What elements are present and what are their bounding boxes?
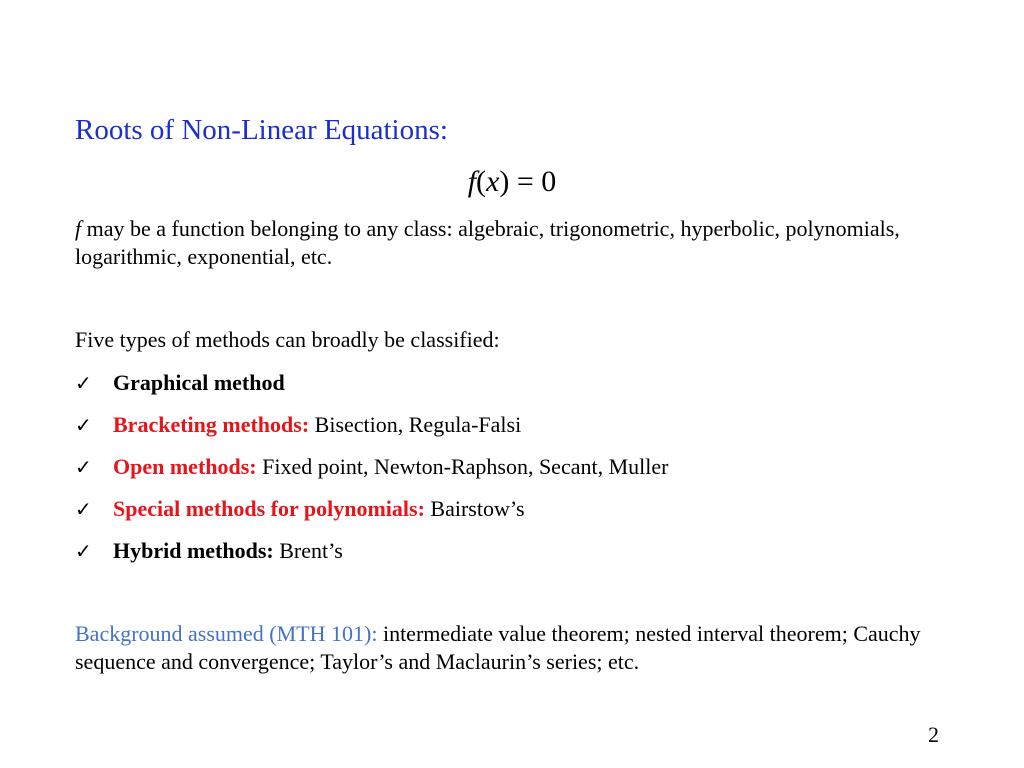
equation-close-paren: ) [499, 165, 510, 198]
intro-symbol: f [75, 216, 82, 241]
classify-text: Five types of methods can broadly be classified: [75, 327, 500, 352]
intro-text: may be a function belonging to any class: algebraic, trigonometric, hyperbolic, polynomials, logarithmic, exponential, etc. [75, 216, 900, 269]
check-icon: ✓ [75, 497, 92, 521]
list-item [75, 449, 668, 491]
method-detail: Brent’s [273, 538, 343, 563]
equation-open-paren: ( [476, 165, 487, 198]
method-name: Bracketing methods: [113, 412, 310, 437]
method-name: Hybrid methods: [113, 538, 274, 563]
methods-list [75, 365, 668, 575]
page-number: 2 [928, 722, 939, 747]
check-icon: ✓ [75, 413, 92, 437]
method-detail: Fixed point, Newton-Raphson, Secant, Muller [256, 454, 669, 479]
method-name: Special methods for polynomials: [113, 496, 425, 521]
method-detail: Bisection, Regula-Falsi [309, 412, 522, 437]
check-icon: ✓ [75, 371, 92, 395]
equation-variable: x [486, 165, 500, 198]
check-icon: ✓ [75, 455, 92, 479]
background-label: Background assumed (MTH 101): [75, 621, 378, 646]
slide-title: Roots of Non-Linear Equations: [75, 114, 448, 146]
equation-rhs: = 0 [509, 165, 557, 198]
method-name: Graphical method [113, 370, 285, 395]
equation-function: f [467, 165, 477, 198]
equation [0, 163, 1024, 201]
list-item [75, 407, 668, 449]
background-paragraph [75, 620, 935, 676]
background-text: intermediate value theorem; nested interval theorem; Cauchy sequence and convergence; Taylor’s and Maclaurin’s series; etc. [75, 621, 921, 674]
method-detail: Bairstow’s [424, 496, 525, 521]
list-item [75, 491, 668, 533]
check-icon: ✓ [75, 539, 92, 563]
list-item [75, 365, 668, 407]
list-item [75, 533, 668, 575]
method-name: Open methods: [113, 454, 257, 479]
intro-paragraph [75, 215, 935, 271]
